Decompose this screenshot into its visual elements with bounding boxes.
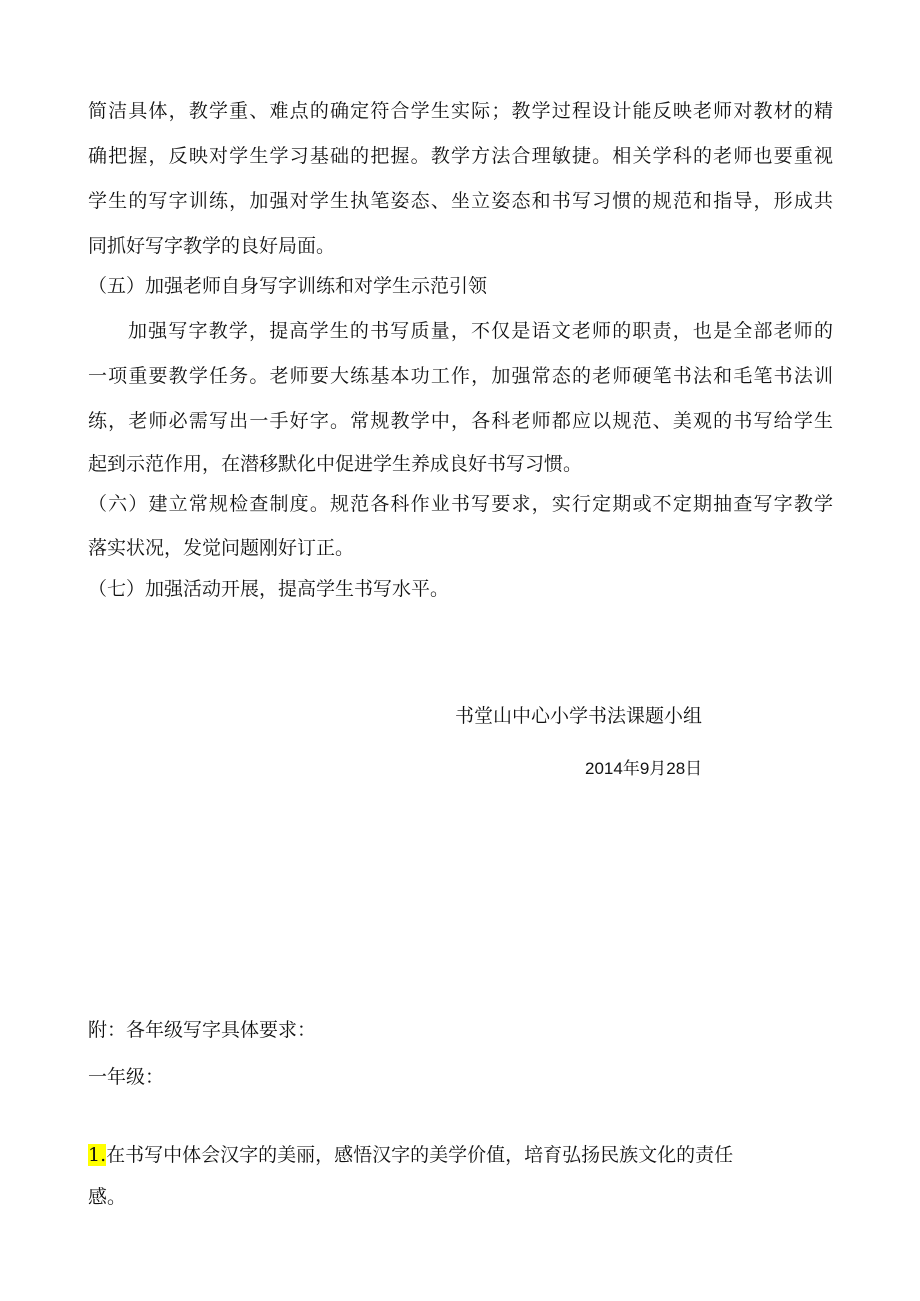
paragraph-1-line-1: 简洁具体，教学重、难点的确定符合学生实际；教学过程设计能反映老师对教材的精 — [88, 100, 833, 122]
paragraph-2-line-3: 练，老师必需写出一手好字。常规教学中，各科老师都应以规范、美观的书写给学生 — [88, 410, 833, 432]
paragraph-1-line-4: 同抓好写字教学的良好局面。 — [88, 235, 336, 257]
list-item-1-text: 在书写中体会汉字的美丽，感悟汉字的美学价值，培育弘扬民族文化的责任 — [106, 1144, 734, 1166]
appendix-title: 附：各年级写字具体要求： — [88, 1019, 317, 1041]
paragraph-2-line-2: 一项重要教学任务。老师要大练基本功工作，加强常态的老师硬笔书法和毛笔书法训 — [88, 365, 833, 387]
paragraph-1-line-2: 确把握，反映对学生学习基础的把握。教学方法合理敏捷。相关学科的老师也要重视 — [88, 145, 833, 167]
list-item-1-line-2: 感。 — [88, 1186, 127, 1208]
section-7: （七）加强活动开展，提高学生书写水平。 — [88, 578, 450, 600]
paragraph-1-line-3: 学生的写字训练，加强对学生执笔姿态、坐立姿态和书写习惯的规范和指导，形成共 — [88, 190, 833, 212]
section-5-heading: （五）加强老师自身写字训练和对学生示范引领 — [88, 275, 488, 297]
section-6-line-2: 落实状况，发觉问题刚好订正。 — [88, 537, 355, 559]
date: 2014年9月28日 — [585, 759, 703, 778]
section-6-line-1: （六）建立常规检查制度。规范各科作业书写要求，实行定期或不定期抽查写字教学 — [88, 493, 833, 515]
list-item-1-line-1 — [88, 1142, 833, 1168]
paragraph-2-line-4: 起到示范作用，在潜移默化中促进学生养成良好书写习惯。 — [88, 453, 583, 475]
list-item-number-highlight: 1. — [88, 1144, 107, 1166]
paragraph-2-line-1: 加强写字教学，提高学生的书写质量，不仅是语文老师的职责，也是全部老师的 — [128, 320, 833, 342]
signature: 书堂山中心小学书法课题小组 — [455, 705, 703, 727]
grade-1-label: 一年级： — [88, 1066, 165, 1088]
